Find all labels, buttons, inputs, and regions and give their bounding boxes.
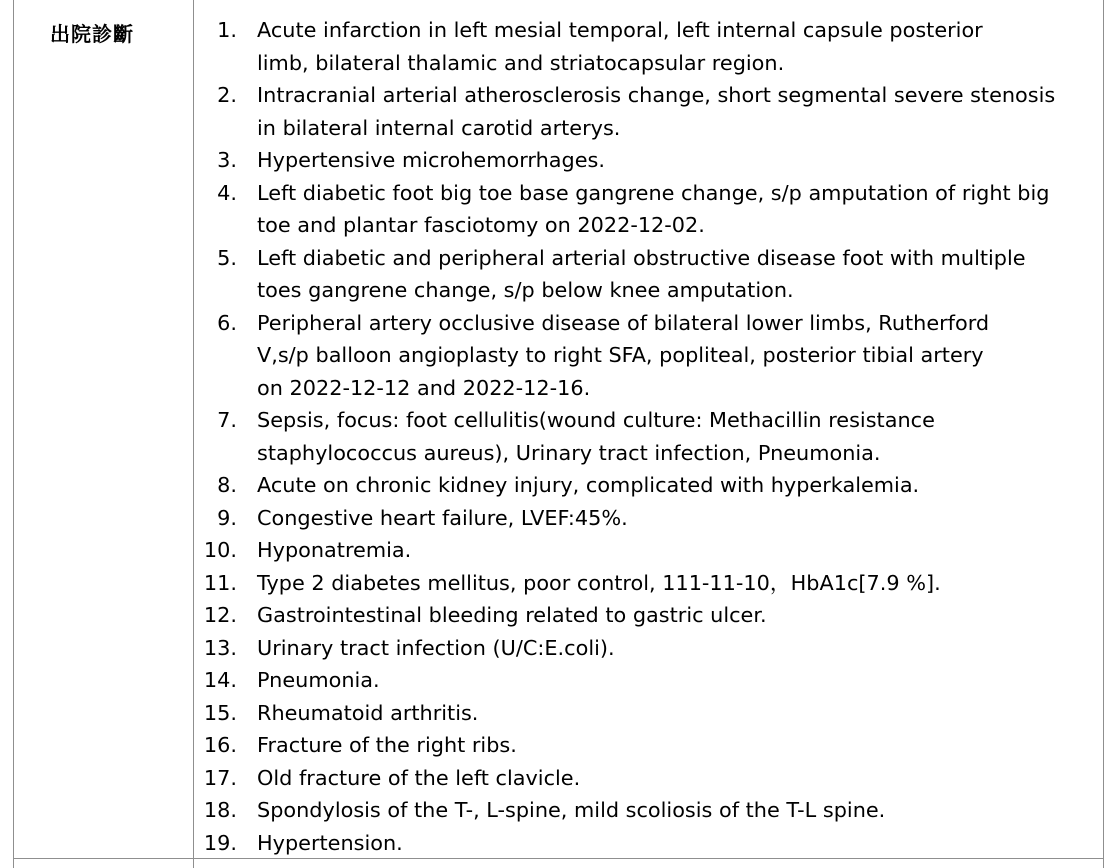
diagnosis-number: 12. <box>203 603 237 627</box>
diagnosis-item <box>194 404 1055 469</box>
diagnosis-number: 17. <box>203 765 237 790</box>
diagnosis-item <box>194 697 1055 730</box>
table-border-right <box>1103 0 1104 868</box>
diagnosis-number: 1. <box>217 18 237 42</box>
diagnosis-number: 10. <box>203 538 237 562</box>
diagnosis-text-line: Gastrointestinal bleeding related to gastric ulcer. <box>257 603 767 627</box>
table-content-cell <box>194 0 1103 858</box>
diagnosis-text-line: Hypertensive microhemorrhages. <box>257 148 605 172</box>
diagnosis-item <box>194 242 1055 307</box>
diagnosis-number: 8. <box>217 473 237 497</box>
diagnosis-item <box>194 307 1055 405</box>
diagnosis-text-line: limb, bilateral thalamic and striatocapsular region. <box>257 50 785 75</box>
diagnosis-number: 15. <box>203 700 237 725</box>
diagnosis-number: 18. <box>203 798 237 822</box>
diagnosis-item <box>194 762 1055 795</box>
diagnosis-number: 7. <box>217 408 237 432</box>
diagnosis-text-line: Fracture of the right ribs. <box>257 733 517 757</box>
diagnosis-text-line: V,s/p balloon angioplasty to right SFA, popliteal, posterior tibial artery <box>257 343 984 367</box>
diagnosis-number: 14. <box>203 668 237 692</box>
diagnosis-item <box>194 469 1055 502</box>
discharge-diagnosis-label: 出院診斷 <box>50 22 134 46</box>
diagnosis-item <box>194 729 1055 762</box>
diagnosis-number: 3. <box>217 148 237 172</box>
diagnosis-number: 11. <box>203 570 237 595</box>
diagnosis-text-line: in bilateral internal carotid arterys. <box>257 115 621 140</box>
diagnosis-text-line: Hypertension. <box>257 830 403 855</box>
diagnosis-text-line: Acute on chronic kidney injury, complicated with hyperkalemia. <box>257 473 920 497</box>
table-label-cell <box>14 0 193 858</box>
diagnosis-text-line: Pneumonia. <box>257 668 380 692</box>
diagnosis-text-line: Old fracture of the left clavicle. <box>257 765 581 790</box>
diagnosis-item <box>194 177 1055 242</box>
diagnosis-text-line: Type 2 diabetes mellitus, poor control, 111-11-10，HbA1c[7.9 %]. <box>257 570 941 595</box>
diagnosis-text-line: Hyponatremia. <box>257 538 412 562</box>
diagnosis-text-line: toe and plantar fasciotomy on 2022-12-02. <box>257 213 705 237</box>
diagnosis-number: 5. <box>217 245 237 270</box>
diagnosis-item <box>194 79 1055 144</box>
diagnosis-item <box>194 534 1055 567</box>
diagnosis-item <box>194 144 1055 177</box>
diagnosis-item <box>194 827 1055 860</box>
diagnosis-number: 6. <box>217 310 237 335</box>
diagnosis-text-line: Intracranial arterial atherosclerosis change, short segmental severe stenosis <box>257 83 1056 107</box>
diagnosis-item <box>194 599 1055 632</box>
diagnosis-text-line: toes gangrene change, s/p below knee amputation. <box>257 278 794 302</box>
diagnosis-text-line: Rheumatoid arthritis. <box>257 700 479 725</box>
diagnosis-number: 4. <box>217 180 237 205</box>
diagnosis-text-line: staphylococcus aureus), Urinary tract infection, Pneumonia. <box>257 440 881 465</box>
diagnosis-number: 19. <box>203 830 237 855</box>
diagnosis-number: 16. <box>203 733 237 757</box>
diagnosis-item <box>194 664 1055 697</box>
diagnosis-text-line: Urinary tract infection (U/C:E.coli). <box>257 635 615 660</box>
diagnosis-text-line: Left diabetic and peripheral arterial obstructive disease foot with multiple <box>257 245 1026 270</box>
diagnosis-text-line: on 2022-12-12 and 2022-12-16. <box>257 375 591 400</box>
diagnosis-text-line: Peripheral artery occlusive disease of bilateral lower limbs, Rutherford <box>257 310 990 335</box>
diagnosis-text-line: Left diabetic foot big toe base gangrene change, s/p amputation of right big <box>257 180 1050 205</box>
diagnosis-text-line: Sepsis, focus: foot cellulitis(wound culture: Methacillin resistance <box>257 408 935 432</box>
diagnosis-text-line: Congestive heart failure, LVEF:45%. <box>257 505 628 530</box>
diagnosis-item <box>194 794 1055 827</box>
diagnosis-item <box>194 632 1055 665</box>
diagnosis-text-line: Spondylosis of the T-, L-spine, mild scoliosis of the T-L spine. <box>257 798 886 822</box>
diagnosis-item <box>194 567 1055 600</box>
diagnosis-item <box>194 502 1055 535</box>
diagnosis-text-line: Acute infarction in left mesial temporal, left internal capsule posterior <box>257 18 983 42</box>
diagnosis-number: 13. <box>203 635 237 660</box>
diagnosis-item <box>194 14 1055 79</box>
diagnosis-number: 2. <box>217 83 237 107</box>
diagnosis-list <box>194 14 1055 859</box>
diagnosis-number: 9. <box>217 505 237 530</box>
